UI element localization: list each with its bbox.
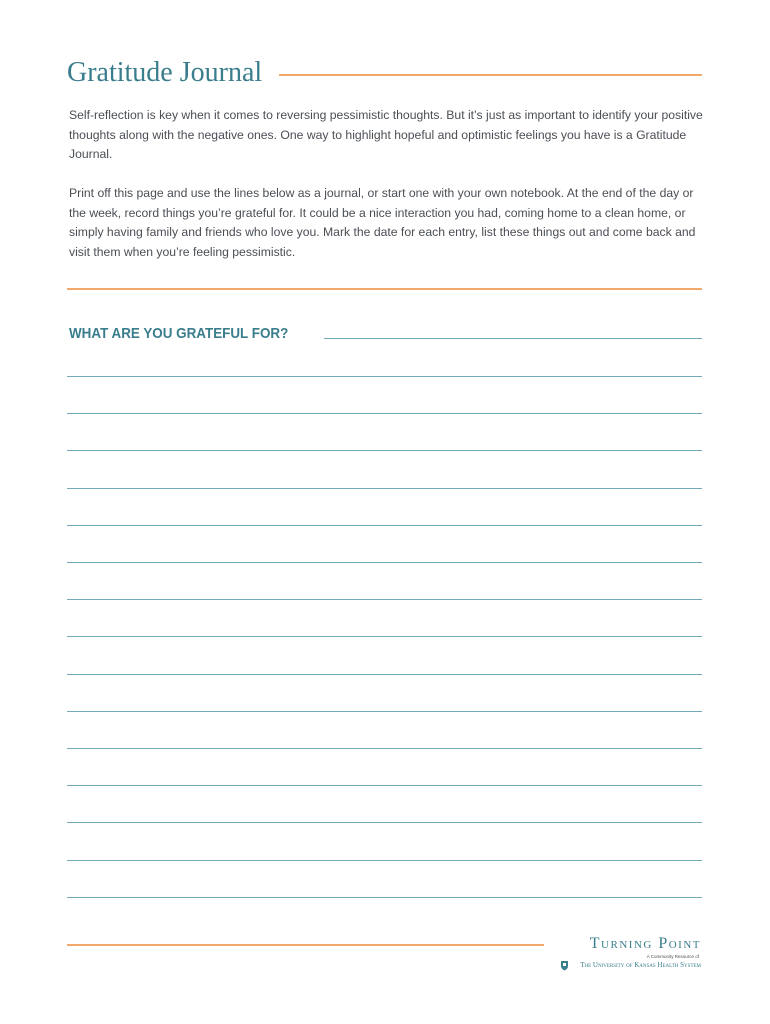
journal-writing-line[interactable] (67, 785, 702, 786)
journal-writing-line[interactable] (67, 413, 702, 414)
journal-writing-line[interactable] (67, 376, 702, 377)
journal-writing-line[interactable] (67, 525, 702, 526)
prompt-writing-line[interactable] (324, 338, 702, 339)
logo-organization: The University of Kansas Health System (580, 961, 701, 969)
turning-point-logo (558, 934, 703, 974)
journal-writing-line[interactable] (67, 636, 702, 637)
journal-prompt: WHAT ARE YOU GRATEFUL FOR? (69, 326, 289, 342)
intro-paragraph-1: Self-reflection is key when it comes to reversing pessimistic thoughts. But it’s just as important to identify your positive thoughts along with the negative ones. One way to highlight hopeful and optimistic feelings you have is a Gratitude Journal. (69, 108, 703, 161)
journal-writing-line[interactable] (67, 674, 702, 675)
page-title: Gratitude Journal (67, 57, 263, 88)
logo-tagline: A Community Resource of (646, 954, 699, 959)
footer-divider (67, 944, 544, 946)
journal-writing-line[interactable] (67, 599, 702, 600)
journal-writing-line[interactable] (67, 562, 702, 563)
journal-writing-line[interactable] (67, 711, 702, 712)
intro-paragraph-2: Print off this page and use the lines below as a journal, or start one with your own notebook. At the end of the day or the week, record things you’re grateful for. It could be a nice interaction you had, coming home to a clean home, or simply having family and friends who love you. Mark the date for each entry, list these things out and come back and visit them when you’re feeling pessimistic. (69, 186, 696, 259)
journal-writing-line[interactable] (67, 450, 702, 451)
journal-writing-line[interactable] (67, 822, 702, 823)
journal-writing-line[interactable] (67, 860, 702, 861)
journal-writing-line[interactable] (67, 488, 702, 489)
section-divider (67, 288, 702, 290)
seal-icon (560, 960, 569, 971)
title-divider (279, 74, 702, 76)
logo-name: Turning Point (589, 935, 701, 952)
journal-writing-line[interactable] (67, 748, 702, 749)
journal-writing-line[interactable] (67, 897, 702, 898)
